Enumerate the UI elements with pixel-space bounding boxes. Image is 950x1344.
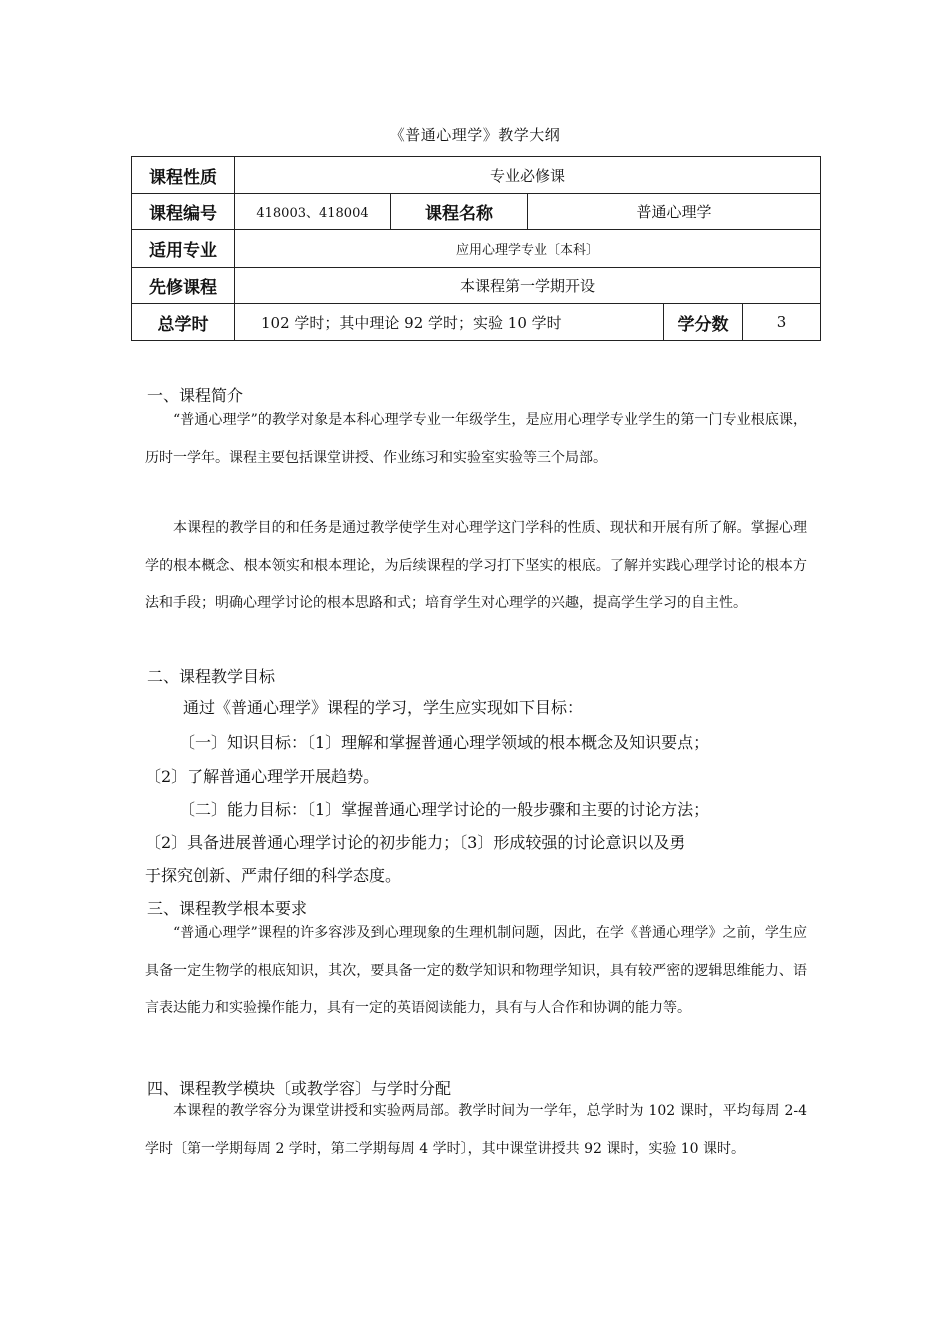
section-1-paragraph-2: 本课程的教学目的和任务是通过教学使学生对心理学这门学科的性质、现状和开展有所了解。掌握心理学的根本概念、根本领实和根本理论，为后续课程的学习打下坚实的根底。了解并实践心理学讨论的根本方法和手段；明确心理学讨论的根本思路和式；培育学生对心理学的兴趣，提高学生学习的自主性。 [145,520,807,611]
value-course-nature: 专业必修课 [235,157,821,194]
goal-knowledge-line-1: 〔一〕知识目标：〔1〕理解和掌握普通心理学领域的根本概念及知识要点； [179,733,710,752]
goal-ability-line-3: 于探究创新、严肃仔细的科学态度。 [145,866,402,885]
label-course-nature: 课程性质 [132,157,235,194]
label-course-code: 课程编号 [132,194,235,230]
value-total-hours: 102 学时；其中理论 92 学时；实验 10 学时 [235,304,664,341]
value-applicable-major: 应用心理学专业〔本科〕 [235,230,821,268]
section-3-heading: 三、课程教学根本要求 [147,899,308,918]
section-2-intro: 通过《普通心理学》课程的学习，学生应实现如下目标： [183,698,584,717]
goal-ability-line-1: 〔二〕能力目标：〔1〕掌握普通心理学讨论的一般步骤和主要的讨论方法； [179,800,710,819]
section-1-heading: 一、课程简介 [147,386,244,405]
document-title: 《普通心理学》教学大纲 [389,126,561,144]
label-total-hours: 总学时 [132,304,235,341]
course-info-table [131,156,821,341]
row-prerequisite [132,268,821,304]
row-applicable-major [132,230,821,268]
label-applicable-major: 适用专业 [132,230,235,268]
value-course-name: 普通心理学 [528,194,821,230]
value-prerequisite: 本课程第一学期开设 [235,268,821,304]
section-4-heading: 四、课程教学模块〔或教学容〕与学时分配 [147,1079,452,1098]
section-1-paragraph-1: “普通心理学”的教学对象是本科心理学专业一年级学生，是应用心理学专业学生的第一门专业根底课，历时一学年。课程主要包括课堂讲授、作业练习和实验室实验等三个局部。 [145,412,807,466]
value-course-code: 418003、418004 [235,194,391,230]
goal-knowledge-line-2: 〔2〕了解普通心理学开展趋势。 [145,767,380,786]
section-4-paragraph: 本课程的教学容分为课堂讲授和实验两局部。教学时间为一学年，总学时为 102 课时，平均每周 2-4 学时〔第一学期每周 2 学时，第二学期每周 4 学时〕，其中课堂讲授共 92 课时，实验 10 课时。 [145,1103,807,1157]
label-course-name: 课程名称 [391,194,528,230]
label-prerequisite: 先修课程 [132,268,235,304]
goal-ability-line-2: 〔2〕具备进展普通心理学讨论的初步能力；〔3〕形成较强的讨论意识以及勇 [145,833,686,852]
section-2-heading: 二、课程教学目标 [147,667,276,686]
row-course-nature [132,157,821,194]
section-3-paragraph: “普通心理学”课程的许多容涉及到心理现象的生理机制问题，因此，在学《普通心理学》之前，学生应具备一定生物学的根底知识，其次，要具备一定的数学知识和物理学知识，具有较严密的逻辑思维能力、语言表达能力和实验操作能力，具有一定的英语阅读能力，具有与人合作和协调的能力等。 [145,925,807,1016]
row-course-code [132,194,821,230]
value-credits: 3 [743,304,821,341]
row-total-hours [132,304,821,341]
label-credits: 学分数 [664,304,743,341]
